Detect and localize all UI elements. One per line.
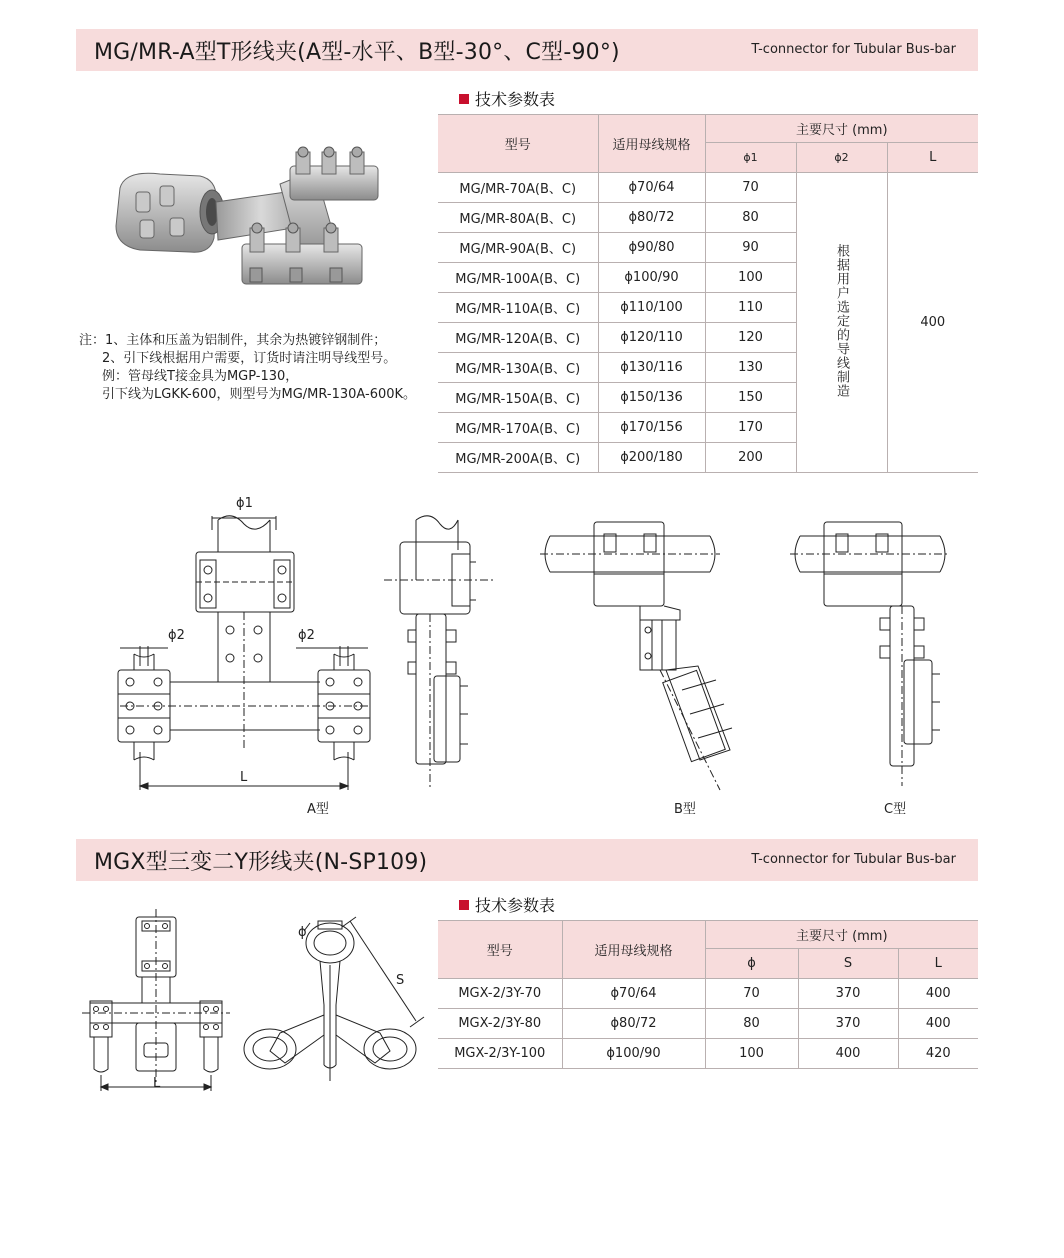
phi2-merged-cell: [796, 173, 887, 473]
drawing-type-c: [790, 522, 950, 786]
col-L: L: [887, 143, 978, 173]
note-line-3: 例：管母线T接金具为MGP-130，: [102, 369, 299, 384]
dim-phi2-right-label: ϕ2: [298, 628, 315, 643]
section2-drawings: [80, 905, 440, 1095]
drawing-mgx-side: [244, 917, 424, 1081]
table-row: MGX-2/3Y-70 ϕ70/64 70 370 400: [438, 979, 978, 1009]
col-phi1: ϕ1: [705, 143, 796, 173]
dim-phi1-label: ϕ1: [236, 496, 253, 511]
dim-L-label: L: [240, 770, 248, 785]
col-model: 型号: [438, 921, 562, 979]
col-S: S: [798, 949, 898, 979]
section2-table-heading: 技术参数表: [459, 893, 555, 916]
section2-subtitle: T-connector for Tubular Bus-bar: [751, 852, 956, 867]
section2-title: MGX型三变二Y形线夹(N-SP109): [94, 850, 428, 875]
bullet-square: [459, 94, 469, 104]
table-row: MG/MR-90A(B、C) ϕ90/80 90: [438, 233, 978, 263]
section2-spec-table: [438, 920, 978, 1069]
section2-title-band: [76, 839, 978, 881]
mgx-dim-phi-label: ϕ: [298, 925, 307, 940]
section1-title-band: [76, 29, 978, 71]
drawing-mgx-front: [82, 909, 230, 1091]
table-row: MG/MR-70A(B、C) ϕ70/64 70 根据用户选定的导线制造 400: [438, 173, 978, 203]
note-line-2: 2、引下线根据用户需要，订货时请注明导线型号。: [102, 351, 397, 366]
table-row: MG/MR-100A(B、C) ϕ100/90 100: [438, 263, 978, 293]
phi2-note: 根据用户选定的导线制造: [834, 243, 849, 398]
col-phi: ϕ: [705, 949, 798, 979]
table-row: MG/MR-200A(B、C) ϕ200/180 200: [438, 443, 978, 473]
col-main-dims: 主要尺寸 (mm): [705, 115, 978, 143]
table-row: MG/MR-110A(B、C) ϕ110/100 110: [438, 293, 978, 323]
col-model: 型号: [438, 115, 598, 173]
table-row: MG/MR-80A(B、C) ϕ80/72 80: [438, 203, 978, 233]
mgx-dim-S-label: S: [396, 973, 405, 988]
col-phi2: ϕ2: [796, 143, 887, 173]
drawing-type-b: [540, 522, 732, 790]
section1-title: MG/MR-A型T形线夹(A型-水平、B型-30°、C型-90°): [94, 40, 620, 65]
col-busbar: 适用母线规格: [598, 115, 705, 173]
col-main-dims: 主要尺寸 (mm): [705, 921, 978, 949]
table-row: MG/MR-120A(B、C) ϕ120/110 120: [438, 323, 978, 353]
table-row: MGX-2/3Y-100 ϕ100/90 100 400 420: [438, 1039, 978, 1069]
type-c-caption: C型: [884, 802, 907, 817]
L-merged-cell: 400: [887, 173, 978, 473]
type-b-caption: B型: [674, 802, 696, 817]
col-L: L: [898, 949, 978, 979]
table-row: MG/MR-170A(B、C) ϕ170/156 170: [438, 413, 978, 443]
table-row: MG/MR-130A(B、C) ϕ130/116 130: [438, 353, 978, 383]
mgx-dim-L-label: L: [153, 1076, 161, 1091]
type-a-caption: A型: [307, 802, 329, 817]
section1-subtitle: T-connector for Tubular Bus-bar: [751, 42, 956, 57]
table-row: MGX-2/3Y-80 ϕ80/72 80 370 400: [438, 1009, 978, 1039]
section1-spec-table: [438, 114, 978, 473]
drawing-type-a: [118, 516, 370, 790]
section1-table-heading: 技术参数表: [459, 87, 555, 110]
drawing-type-a-side: [384, 516, 496, 790]
product-photo: [100, 140, 410, 300]
col-busbar: 适用母线规格: [562, 921, 705, 979]
dim-phi2-left-label: ϕ2: [168, 628, 185, 643]
bullet-square: [459, 900, 469, 910]
section1-drawings: [100, 490, 980, 830]
note-line-4: 引下线为LGKK-600，则型号为MG/MR-130A-600K。: [102, 387, 417, 402]
table-row: MG/MR-150A(B、C) ϕ150/136 150: [438, 383, 978, 413]
section1-notes: [79, 332, 416, 404]
note-line-1: 注：1、主体和压盖为铝制件，其余为热镀锌钢制件；: [79, 333, 387, 348]
